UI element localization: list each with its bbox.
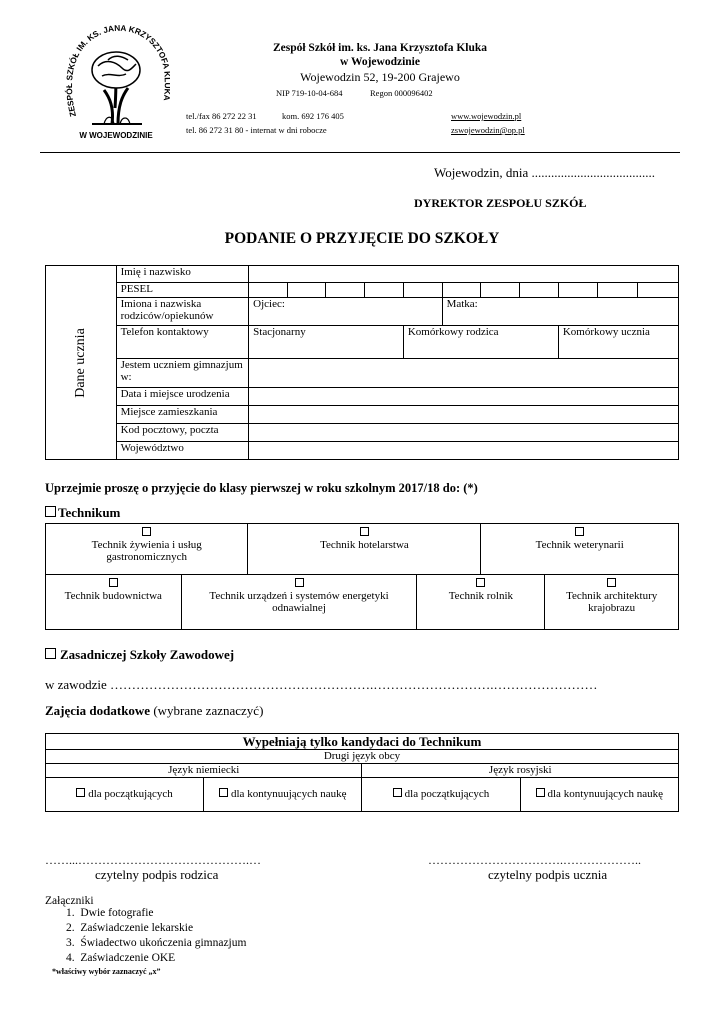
- parent-signature-label: czytelny podpis rodzica: [95, 867, 219, 882]
- language-table-header: Wypełniają tylko kandydaci do Technikum: [46, 734, 679, 750]
- checkbox-icon[interactable]: [536, 788, 545, 797]
- phone-student-field[interactable]: Komórkowy ucznia: [558, 326, 678, 359]
- tech-option[interactable]: Technik rolnik: [417, 575, 545, 630]
- german-beginners-option[interactable]: dla początkujących: [46, 778, 204, 812]
- zsz-checkbox[interactable]: [45, 648, 56, 659]
- technikum-checkbox[interactable]: [45, 506, 56, 517]
- website-link[interactable]: www.wojewodzin.pl: [451, 111, 522, 121]
- gimnazjum-input[interactable]: [249, 359, 679, 388]
- language-table: [45, 733, 679, 812]
- attachments-label: Załączniki: [45, 895, 94, 907]
- province-label: Województwo: [116, 442, 249, 460]
- postal-input[interactable]: [249, 424, 679, 442]
- father-field[interactable]: Ojciec:: [249, 298, 442, 326]
- place-date: Wojewodzin, dnia ......................................: [434, 165, 656, 180]
- russian-beginners-option[interactable]: dla początkujących: [362, 778, 520, 812]
- province-input[interactable]: [249, 442, 679, 460]
- technikum-table: [45, 523, 679, 630]
- birth-input[interactable]: [249, 388, 679, 406]
- student-signature-line[interactable]: …………………………….………………..: [428, 853, 641, 867]
- mother-field[interactable]: Matka:: [442, 298, 678, 326]
- parents-label: Imiona i nazwiska rodziców/opiekunów: [116, 298, 249, 326]
- german-continuing-option[interactable]: dla kontynuujących naukę: [204, 778, 362, 812]
- pesel-digit[interactable]: [598, 283, 637, 298]
- tech-option[interactable]: Technik żywienia i usług gastronomicznych: [46, 524, 248, 575]
- request-text: Uprzejmie proszę o przyjęcie do klasy pierwszej w roku szkolnym 2017/18 do: (*): [45, 481, 478, 495]
- checkbox-icon[interactable]: [476, 578, 485, 587]
- addressee: DYREKTOR ZESPOŁU SZKÓŁ: [414, 196, 587, 210]
- pesel-digit[interactable]: [287, 283, 326, 298]
- postal-label: Kod pocztowy, poczta: [116, 424, 249, 442]
- attachment-item: 3. Świadectwo ukończenia gimnazjum: [66, 937, 247, 949]
- pesel-digit[interactable]: [637, 283, 678, 298]
- checkbox-icon[interactable]: [142, 527, 151, 536]
- residence-input[interactable]: [249, 406, 679, 424]
- checkbox-icon[interactable]: [607, 578, 616, 587]
- student-signature-label: czytelny podpis ucznia: [488, 867, 608, 882]
- nip-number: NIP 719-10-04-684: [276, 88, 343, 98]
- parent-signature-line[interactable]: ……...…………………………………….…: [45, 853, 261, 867]
- russian-continuing-option[interactable]: dla kontynuujących naukę: [520, 778, 678, 812]
- checkbox-icon[interactable]: [575, 527, 584, 536]
- dormitory-phone: tel. 86 272 31 80 - internat w dni robocze: [186, 125, 327, 135]
- pesel-digit[interactable]: [442, 283, 481, 298]
- phone-fax: tel./fax 86 272 22 31: [186, 111, 257, 121]
- second-language-label: Drugi język obcy: [46, 750, 679, 764]
- phone-fixed-field[interactable]: Stacjonarny: [249, 326, 404, 359]
- attachment-item: 1. Dwie fotografie: [66, 907, 154, 919]
- pesel-digit[interactable]: [249, 283, 288, 298]
- extra-activities-heading: Zajęcia dodatkowe (wybrane zaznaczyć): [45, 703, 264, 718]
- birth-label: Data i miejsce urodzenia: [116, 388, 249, 406]
- attachment-item: 2. Zaświadczenie lekarskie: [66, 922, 194, 934]
- name-input[interactable]: [249, 266, 679, 283]
- attachment-item: 4. Zaświadczenie OKE: [66, 952, 176, 964]
- checkbox-icon[interactable]: [76, 788, 85, 797]
- footnote: *właściwy wybór zaznaczyć „x”: [52, 967, 161, 976]
- technikum-option[interactable]: Technikum: [45, 505, 120, 521]
- tech-option[interactable]: Technik hotelarstwa: [248, 524, 481, 575]
- section-label-student: Dane ucznia: [46, 266, 117, 460]
- name-label: Imię i nazwisko: [116, 266, 249, 283]
- pesel-digit[interactable]: [481, 283, 520, 298]
- logo-bottom-text: W WOJEWODZINIE: [79, 131, 153, 140]
- school-address: Wojewodzin 52, 19-200 Grajewo: [300, 70, 460, 84]
- checkbox-icon[interactable]: [295, 578, 304, 587]
- russian-label: Język rosyjski: [362, 764, 679, 778]
- gimnazjum-label: Jestem uczniem gimnazjum w:: [116, 359, 249, 388]
- logo-ring-text: ZESPÓŁ SZKÓŁ IM. KS. JANA KRZYSZTOF: [64, 24, 170, 118]
- residence-label: Miejsce zamieszkania: [116, 406, 249, 424]
- pesel-digit[interactable]: [520, 283, 559, 298]
- profession-line[interactable]: w zawodzie …………………………………………………….……………………….……………………: [45, 677, 598, 692]
- phone-parent-field[interactable]: Komórkowy rodzica: [403, 326, 558, 359]
- header-divider: [40, 152, 680, 153]
- document-title: PODANIE O PRZYJĘCIE DO SZKOŁY: [224, 230, 500, 247]
- german-label: Język niemiecki: [46, 764, 362, 778]
- regon-number: Regon 000096402: [370, 88, 433, 98]
- tech-option[interactable]: Technik urządzeń i systemów energetyki odnawialnej: [181, 575, 417, 630]
- school-name-line1: Zespół Szkół im. ks. Jana Krzysztofa Kluka: [272, 42, 488, 54]
- school-name-line2: w Wojewodzinie: [340, 56, 420, 68]
- pesel-label: PESEL: [116, 283, 249, 298]
- email-link[interactable]: zswojewodzin@op.pl: [451, 125, 525, 135]
- tech-option[interactable]: Technik budownictwa: [46, 575, 182, 630]
- checkbox-icon[interactable]: [360, 527, 369, 536]
- tech-option[interactable]: Technik architektury krajobrazu: [545, 575, 679, 630]
- student-data-table: [45, 265, 679, 460]
- checkbox-icon[interactable]: [219, 788, 228, 797]
- zsz-option[interactable]: Zasadniczej Szkoły Zawodowej: [45, 647, 234, 663]
- phone-label: Telefon kontaktowy: [116, 326, 249, 359]
- pesel-digit[interactable]: [326, 283, 365, 298]
- pesel-digit[interactable]: [558, 283, 597, 298]
- pesel-digit[interactable]: [365, 283, 404, 298]
- mobile-phone: kom. 692 176 405: [282, 111, 344, 121]
- tech-option[interactable]: Technik weterynarii: [481, 524, 679, 575]
- pesel-digit[interactable]: [403, 283, 442, 298]
- checkbox-icon[interactable]: [109, 578, 118, 587]
- checkbox-icon[interactable]: [393, 788, 402, 797]
